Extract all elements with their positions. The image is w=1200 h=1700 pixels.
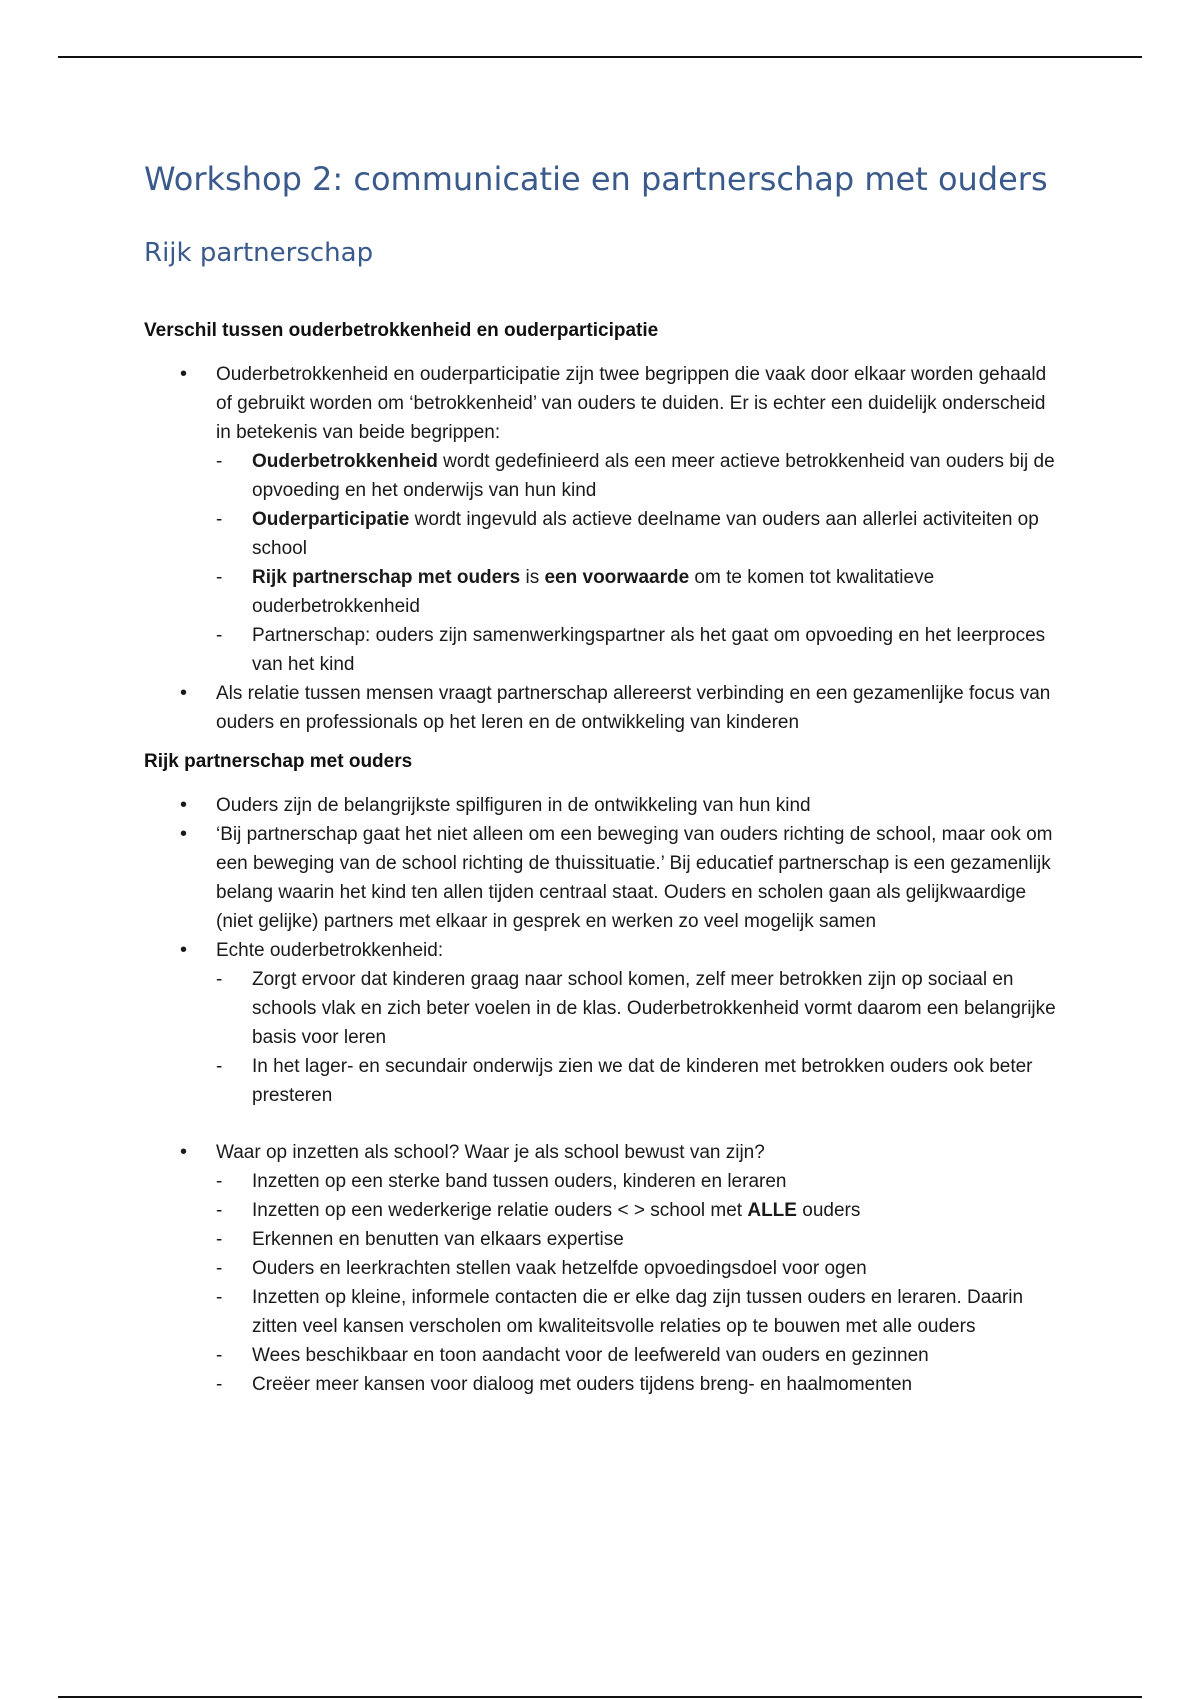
list-item: • Echte ouderbetrokkenheid: - Zorgt ervoor dat kinderen graag naar school komen, zelf meer betrokken zijn op sociaal en schools vlak en zich beter voelen in de klas. Ouderbetrokkenheid vormt daarom een belangrijke basis voor leren - In het lager- en secundair onderwijs zien we dat de kinderen met betrokken ouders ook beter presteren [144, 936, 1064, 1138]
list-item: • Waar op inzetten als school? Waar je als school bewust van zijn? - Inzetten op een sterke band tussen ouders, kinderen en leraren - Inzetten op een wederkerige relatie ouders < > school met ALLE ouders - Erkennen en benutten van elkaars expertise - Ouders en leerkrachten stellen vaak hetzelfde opvoedingsdoel voor ogen - Inzetten op kleine, informele contacten die er elke dag zijn tussen ouders en leraren. Daarin zitten veel kansen verscholen om kwaliteitsvolle relaties op te bouwen met alle ouders - Wees beschikbaar en toon aandacht voor de leefwereld van ouders en gezinnen - Creëer meer kansen voor dialoog met ouders tijdens breng- en haalmomenten [144, 1138, 1064, 1399]
spacer [216, 1110, 1064, 1138]
list-item: - Inzetten op kleine, informele contacten die er elke dag zijn tussen ouders en leraren. Daarin zitten veel kansen verscholen om kwaliteitsvolle relaties op te bouwen met alle ouders [216, 1283, 1064, 1341]
list-item: - Ouders en leerkrachten stellen vaak hetzelfde opvoedingsdoel voor ogen [216, 1254, 1064, 1283]
list-item: - Inzetten op een wederkerige relatie ouders < > school met ALLE ouders [216, 1196, 1064, 1225]
section-heading: Rijk partnerschap [144, 238, 374, 268]
dash-list [216, 965, 1064, 1110]
list-item: - Wees beschikbaar en toon aandacht voor de leefwereld van ouders en gezinnen [216, 1341, 1064, 1370]
list-item: - Ouderparticipatie wordt ingevuld als actieve deelname van ouders aan allerlei activiteiten op school [216, 505, 1064, 563]
bullet-list-rijk [144, 791, 1064, 1399]
list-item: - In het lager- en secundair onderwijs zien we dat de kinderen met betrokken ouders ook beter presteren [216, 1052, 1064, 1110]
list-item: - Erkennen en benutten van elkaars expertise [216, 1225, 1064, 1254]
list-item: • Als relatie tussen mensen vraagt partnerschap allereerst verbinding en een gezamenlijke focus van ouders en professionals op het leren en de ontwikkeling van kinderen [144, 679, 1064, 737]
list-item: - Zorgt ervoor dat kinderen graag naar school komen, zelf meer betrokken zijn op sociaal en schools vlak en zich beter voelen in de klas. Ouderbetrokkenheid vormt daarom een belangrijke basis voor leren [216, 965, 1064, 1052]
list-item: • ‘Bij partnerschap gaat het niet alleen om een beweging van ouders richting de school, maar ook om een beweging van de school richting de thuissituatie.’ Bij educatief partnerschap is een gezamenlijk belang waarin het kind ten allen tijden centraal staat. Ouders en scholen gaan als gelijkwaardige (niet gelijke) partners met elkaar in gesprek en werken zo veel mogelijk samen [144, 820, 1064, 936]
list-item: - Partnerschap: ouders zijn samenwerkingspartner als het gaat om opvoeding en het leerproces van het kind [216, 621, 1064, 679]
list-item: - Rijk partnerschap met ouders is een voorwaarde om te komen tot kwalitatieve ouderbetrokkenheid [216, 563, 1064, 621]
bullet-list-verschil [144, 360, 1064, 737]
subheading-verschil: Verschil tussen ouderbetrokkenheid en ouderparticipatie [144, 320, 659, 341]
dash-list [216, 447, 1064, 679]
list-item: • Ouders zijn de belangrijkste spilfiguren in de ontwikkeling van hun kind [144, 791, 1064, 820]
document-title: Workshop 2: communicatie en partnerschap met ouders [144, 160, 1048, 198]
subheading-rijk-partnerschap: Rijk partnerschap met ouders [144, 751, 413, 772]
list-item: - Ouderbetrokkenheid wordt gedefinieerd als een meer actieve betrokkenheid van ouders bij de opvoeding en het onderwijs van hun kind [216, 447, 1064, 505]
header-rule [58, 56, 1142, 58]
footer-rule [58, 1696, 1142, 1698]
list-item: - Inzetten op een sterke band tussen ouders, kinderen en leraren [216, 1167, 1064, 1196]
document-page [144, 160, 1064, 1413]
list-item: - Creëer meer kansen voor dialoog met ouders tijdens breng- en haalmomenten [216, 1370, 1064, 1399]
list-item: • Ouderbetrokkenheid en ouderparticipatie zijn twee begrippen die vaak door elkaar worden gehaald of gebruikt worden om ‘betrokkenheid’ van ouders te duiden. Er is echter een duidelijk onderscheid in betekenis van beide begrippen: - Ouderbetrokkenheid wordt gedefinieerd als een meer actieve betrokkenheid van ouders bij de opvoeding en het onderwijs van hun kind - Ouderparticipatie wordt ingevuld als actieve deelname van ouders aan allerlei activiteiten op school - Rijk partnerschap met ouders is een voorwaarde om te komen tot kwalitatieve ouderbetrokkenheid - Partnerschap: ouders zijn samenwerkingspartner als het gaat om opvoeding en het leerproces van het kind [144, 360, 1064, 679]
dash-list [216, 1167, 1064, 1399]
